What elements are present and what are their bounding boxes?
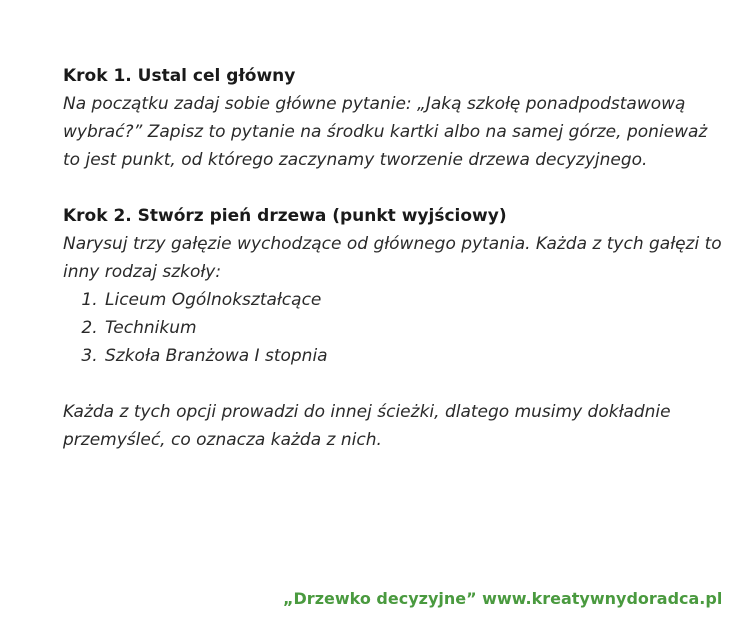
document-body [63, 62, 723, 454]
list-item: 3. Szkoła Branżowa I stopnia [103, 342, 723, 370]
school-type-list [63, 286, 723, 370]
step2-text: Narysuj trzy gałęzie wychodzące od głównego pytania. Każda z tych gałęzi to inny rodzaj szkoły: [63, 234, 722, 282]
list-item: 2. Technikum [103, 314, 723, 342]
step1-text: Na początku zadaj sobie główne pytanie: „Jaką szkołę ponadpodstawową wybrać?” Zapisz to pytanie na środku kartki albo na samej górze, ponieważ to jest punkt, od którego zaczynamy tworzenie drzewa decyzyjnego. [63, 94, 708, 170]
closing-text: Każda z tych opcji prowadzi do innej ścieżki, dlatego musimy dokładnie przemyśleć, co oznacza każda z nich. [63, 402, 671, 450]
list-item: 1. Liceum Ogólnokształcące [103, 286, 723, 314]
step2-heading: Krok 2. Stwórz pień drzewa (punkt wyjściowy) [63, 206, 507, 226]
step1-heading: Krok 1. Ustal cel główny [63, 66, 296, 86]
footer-credit: „Drzewko decyzyjne” www.kreatywnydoradca.pl [283, 589, 723, 608]
